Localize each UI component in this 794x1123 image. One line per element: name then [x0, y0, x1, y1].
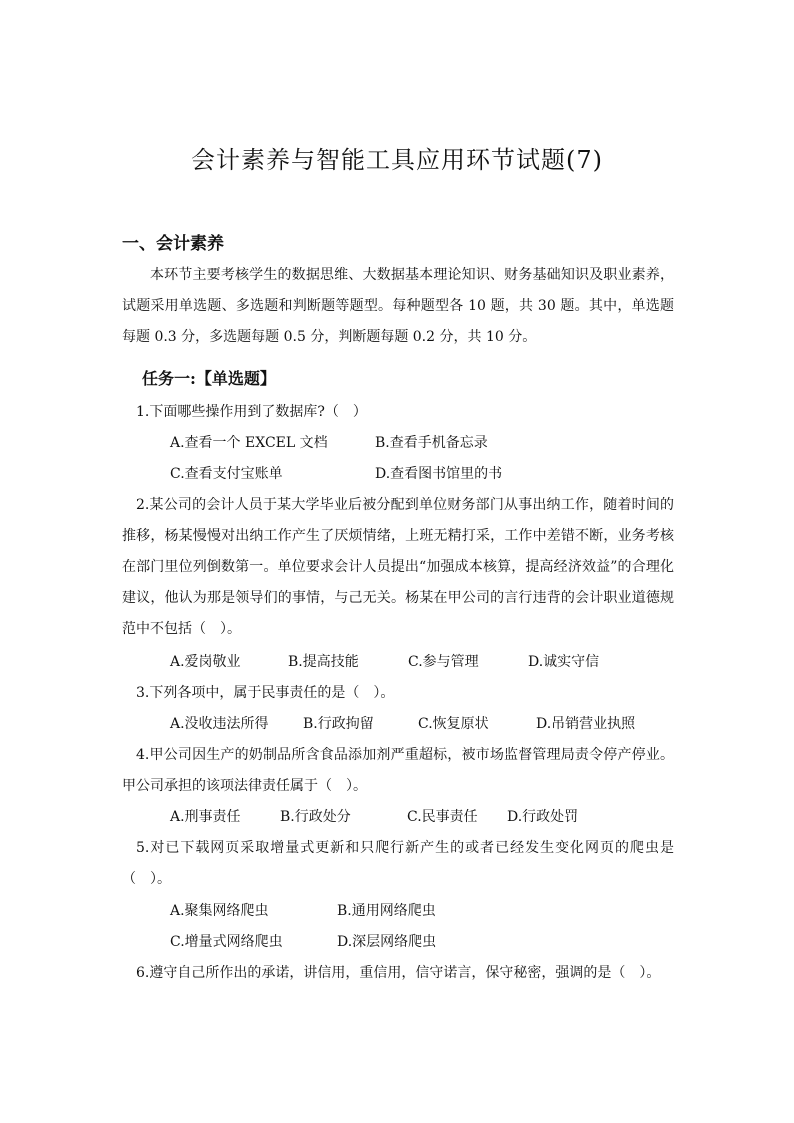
option-d: D.查看图书馆里的书 — [375, 466, 503, 482]
option-b: B.查看手机备忘录 — [375, 435, 488, 451]
question-3: 3.下列各项中，属于民事责任的是（ ）。 — [136, 685, 395, 701]
question-5-options-row-2 — [170, 927, 436, 958]
task-heading: 任务一:【单选题】 — [142, 369, 276, 388]
option-a: A.没收违法所得 — [170, 716, 269, 732]
question-1-options-row-1 — [170, 428, 488, 459]
question-4: 4.甲公司因生产的奶制品所含食品添加剂严重超标，被市场监督管理局责令停产停业。甲公司承担的该项法律责任属于（ ）。 — [122, 747, 674, 794]
question-1: 1.下面哪些操作用到了数据库?（ ） — [136, 404, 367, 420]
page-title: 会计素养与智能工具应用环节试题(7) — [191, 146, 603, 174]
option-d: D.吊销营业执照 — [536, 716, 636, 732]
question-3-options — [170, 709, 635, 740]
option-a: A.聚集网络爬虫 — [170, 903, 269, 919]
question-1-options-row-2 — [170, 459, 502, 490]
option-a: A.查看一个 EXCEL 文档 — [170, 435, 328, 451]
option-b: B.通用网络爬虫 — [337, 903, 436, 919]
option-d: D.诚实守信 — [528, 654, 600, 670]
question-4-options — [170, 802, 578, 833]
section-intro: 本环节主要考核学生的数据思维、大数据基本理论知识、财务基础知识及职业素养，试题采用单选题、多选题和判断题等题型。每种题型各 10 题，共 30 题。其中，单选题每题 0.3 分，多选题每题 0.5 分，判断题每题 0.2 分，共 10 分。 — [122, 267, 674, 345]
option-d: D.深层网络爬虫 — [337, 934, 437, 950]
option-c: C.民事责任 — [407, 809, 478, 825]
option-c: C.增量式网络爬虫 — [170, 934, 283, 950]
option-c: C.恢复原状 — [418, 716, 489, 732]
question-2-options — [170, 647, 599, 678]
option-b: B.行政处分 — [280, 809, 351, 825]
section-heading: 一、会计素养 — [122, 234, 224, 254]
option-a: A.刑事责任 — [170, 809, 241, 825]
question-5: 5.对已下载网页采取增量式更新和只爬行新产生的或者已经发生变化网页的爬虫是（ ）。 — [122, 840, 674, 887]
question-5-options-row-1 — [170, 896, 436, 927]
option-a: A.爱岗敬业 — [170, 654, 241, 670]
option-b: B.提高技能 — [288, 654, 359, 670]
option-b: B.行政拘留 — [303, 716, 374, 732]
option-d: D.行政处罚 — [507, 809, 579, 825]
question-6: 6.遵守自己所作出的承诺，讲信用，重信用，信守诺言，保守秘密，强调的是（ ）。 — [136, 965, 661, 981]
question-2: 2.某公司的会计人员于某大学毕业后被分配到单位财务部门从事出纳工作，随着时间的推移，杨某慢慢对出纳工作产生了厌烦情绪，上班无精打采，工作中差错不断，业务考核在部门里位列倒数第一。单位要求会计人员提出“加强成本核算，提高经济效益”的合理化建议，他认为那是领导们的事情，与己无关。杨某在甲公司的言行违背的会计职业道德规范中不包括（ ）。 — [122, 497, 674, 637]
option-c: C.查看支付宝账单 — [170, 466, 283, 482]
option-c: C.参与管理 — [408, 654, 479, 670]
